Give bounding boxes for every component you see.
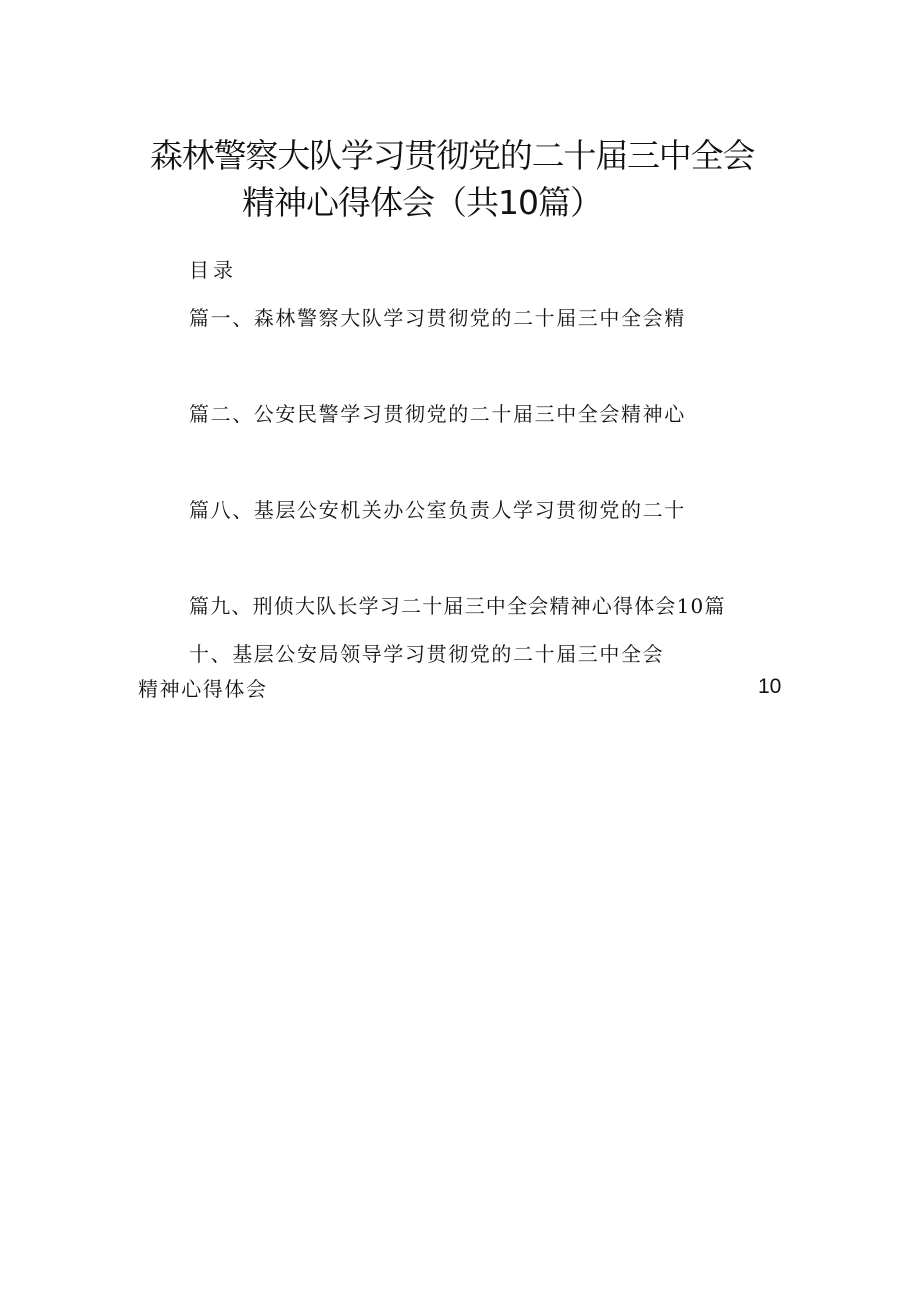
toc-item[interactable]: 篇八、基层公安机关办公室负责人学习贯彻党的二十 [189, 498, 686, 522]
toc-item-line-1[interactable]: 十、基层公安局领导学习贯彻党的二十届三中全会 [189, 642, 665, 666]
toc-item-line-2[interactable]: 精神心得体会 [138, 677, 268, 701]
toc-item[interactable]: 篇一、森林警察大队学习贯彻党的二十届三中全会精 [189, 306, 686, 330]
document-title-line-1: 森林警察大队学习贯彻党的二十届三中全会 [150, 136, 755, 175]
toc-heading: 目录 [189, 258, 237, 282]
document-title-line-2: 精神心得体会（共10篇） [242, 183, 602, 222]
toc-item[interactable]: 篇二、公安民警学习贯彻党的二十届三中全会精神心 [189, 402, 686, 426]
toc-item[interactable]: 篇九、刑侦大队长学习二十届三中全会精神心得体会10篇 [189, 594, 726, 618]
toc-item-page-number: 10 [758, 675, 782, 698]
